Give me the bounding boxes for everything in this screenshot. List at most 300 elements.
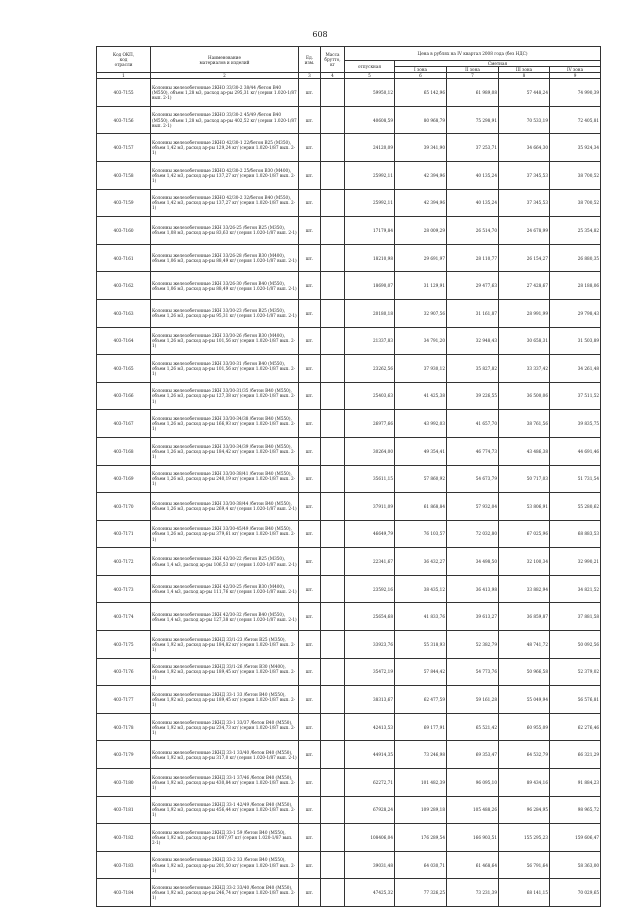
item-unit: шт. <box>299 548 321 576</box>
item-code: 403-7181 <box>97 796 151 824</box>
item-code: 403-7173 <box>97 575 151 603</box>
item-price-zone2: 40 135,24 <box>447 189 499 217</box>
item-price-zone1: 64 030,71 <box>395 851 447 879</box>
item-code: 403-7171 <box>97 520 151 548</box>
table-row <box>97 161 601 189</box>
table-row <box>97 437 601 465</box>
column-number: 5 <box>345 73 395 79</box>
item-unit: шт. <box>299 382 321 410</box>
code-header <box>97 47 151 73</box>
item-price-zone1: 49 354,41 <box>395 437 447 465</box>
table-row <box>97 106 601 134</box>
item-unit: шт. <box>299 493 321 521</box>
item-name: Колонны железобетонные 2КН 33/30-38/44 /бетон B40 (М550), объем 1,26 м3, расход ар-ры 269,4 кг/ (серия 1.020-1/87 вып. 2-1) <box>151 493 299 521</box>
table-row <box>97 741 601 769</box>
item-price-zone4: 62 276,46 <box>550 713 601 741</box>
column-number: 2 <box>151 73 299 79</box>
item-price-zone1: 62 477,59 <box>395 686 447 714</box>
item-price-zone4: 91 884,23 <box>550 769 601 797</box>
item-code: 403-7168 <box>97 437 151 465</box>
account-header: Сметная <box>395 61 601 67</box>
table-row <box>97 631 601 659</box>
item-price-zone1: 28 009,29 <box>395 217 447 245</box>
table-row <box>97 410 601 438</box>
name-header-line1: Наименование <box>208 54 241 60</box>
item-mass <box>321 603 345 631</box>
table-row <box>97 796 601 824</box>
item-code: 403-7182 <box>97 824 151 852</box>
item-price-zone3: 53 806,91 <box>499 493 550 521</box>
item-price-zone2: 54 673,79 <box>447 465 499 493</box>
item-code: 403-7166 <box>97 382 151 410</box>
item-price-zone1: 41 833,76 <box>395 603 447 631</box>
item-price-zone2: 29 477,63 <box>447 272 499 300</box>
item-mass <box>321 437 345 465</box>
item-name: Колонны железобетонные 2КНД 33/1-23 /бетон B25 (М350), объем 1,92 м3, расход ар-ры 184,82 кг/ (серия 1.020-1/87 вып. 2-1) <box>151 631 299 659</box>
item-code: 403-7177 <box>97 686 151 714</box>
item-price-zone1: 39 341,90 <box>395 134 447 162</box>
item-mass <box>321 713 345 741</box>
item-price-zone2: 61 989,08 <box>447 79 499 107</box>
item-price-zone4: 98 965,72 <box>550 796 601 824</box>
item-mass <box>321 465 345 493</box>
item-name: Колонны железобетонные 2КН 33/30-34/38 /бетон B40 (М550), объем 1,26 м3, расход ар-ры 166,93 кг/ (серия 1.020-1/87 вып. 2-1) <box>151 410 299 438</box>
item-price-zone2: 166 903,51 <box>447 824 499 852</box>
item-price-zone3: 37 345,53 <box>499 189 550 217</box>
item-name: Колонны железобетонные 2КН 33/26-25 /бетон B25 (М350), объем 1,08 м3, расход ар-ры 83,63 кг/ (серия 1.020-1/87 вып. 2-1) <box>151 217 299 245</box>
item-code: 403-7165 <box>97 355 151 383</box>
item-code: 403-7162 <box>97 272 151 300</box>
table-row <box>97 299 601 327</box>
item-wholesale-price: 23262,56 <box>345 355 395 383</box>
item-name: Колонны железобетонные 2КН 42/30-25 /бетон B30 (М400), объем 1,4 м3, расход ар-ры 111,76 кг/ (серия 1.020-1/87 вып. 2-1) <box>151 575 299 603</box>
item-wholesale-price: 20180,18 <box>345 299 395 327</box>
table-row <box>97 493 601 521</box>
item-price-zone1: 37 930,12 <box>395 355 447 383</box>
item-price-zone3: 56 791,64 <box>499 851 550 879</box>
item-price-zone2: 69 353,47 <box>447 741 499 769</box>
table-row <box>97 713 601 741</box>
item-mass <box>321 134 345 162</box>
item-mass <box>321 851 345 879</box>
item-unit: шт. <box>299 327 321 355</box>
item-mass <box>321 244 345 272</box>
item-code: 403-7184 <box>97 879 151 907</box>
item-wholesale-price: 33923,76 <box>345 631 395 659</box>
item-price-zone1: 69 177,91 <box>395 713 447 741</box>
item-price-zone4: 26 880,35 <box>550 244 601 272</box>
item-price-zone4: 56 576,81 <box>550 686 601 714</box>
table-row <box>97 189 601 217</box>
item-unit: шт. <box>299 244 321 272</box>
item-price-zone3: 32 100,34 <box>499 548 550 576</box>
item-mass <box>321 272 345 300</box>
table-row <box>97 217 601 245</box>
table-row <box>97 134 601 162</box>
item-mass <box>321 879 345 907</box>
item-price-zone3: 36 859,87 <box>499 603 550 631</box>
code-header-line2: код <box>119 57 128 63</box>
item-mass <box>321 161 345 189</box>
item-price-zone2: 26 514,70 <box>447 217 499 245</box>
item-unit: шт. <box>299 686 321 714</box>
item-unit: шт. <box>299 465 321 493</box>
item-unit: шт. <box>299 355 321 383</box>
item-price-zone1: 29 691,97 <box>395 244 447 272</box>
item-price-zone1: 42 394,96 <box>395 161 447 189</box>
item-unit: шт. <box>299 741 321 769</box>
item-mass <box>321 769 345 797</box>
item-name: Колонны железобетонные 2КНД 33-1 33 /бетон B40 (М550), объем 1,92 м3, расход ар-ры 189,45 кг/ (серия 1.020-1/87 вып. 2-1) <box>151 686 299 714</box>
price-table <box>96 46 601 907</box>
item-price-zone1: 34 791,20 <box>395 327 447 355</box>
column-number: 1 <box>97 73 151 79</box>
item-price-zone4: 29 798,43 <box>550 299 601 327</box>
item-price-zone2: 105 488,26 <box>447 796 499 824</box>
item-name: Колонны железобетонные 2КНД 33-1 42/49 /бетон B40 (М550), объем 1,92 м3, расход ар-ры 456,44 кг/ (серия 1.020-1/87 вып. 2-1) <box>151 796 299 824</box>
item-price-zone4: 55 280,62 <box>550 493 601 521</box>
item-price-zone3: 37 345,53 <box>499 161 550 189</box>
item-price-zone4: 31 503,89 <box>550 327 601 355</box>
table-row <box>97 465 601 493</box>
item-unit: шт. <box>299 520 321 548</box>
item-code: 403-7170 <box>97 493 151 521</box>
item-wholesale-price: 24120,09 <box>345 134 395 162</box>
item-price-zone4: 52 379,02 <box>550 658 601 686</box>
item-price-zone2: 39 226,55 <box>447 382 499 410</box>
item-wholesale-price: 17179,84 <box>345 217 395 245</box>
item-name: Колонны железобетонные 2КН 33/30-45/49 /бетон B40 (М550), объем 1,26 м3, расход ар-ры 379,61 кг/ (серия 1.020-1/87 вып. 2-1) <box>151 520 299 548</box>
item-price-zone1: 36 432,27 <box>395 548 447 576</box>
item-price-zone1: 38 435,12 <box>395 575 447 603</box>
item-price-zone1: 57 860,92 <box>395 465 447 493</box>
item-unit: шт. <box>299 134 321 162</box>
item-price-zone4: 74 990,39 <box>550 79 601 107</box>
item-code: 403-7178 <box>97 713 151 741</box>
item-wholesale-price: 35472,19 <box>345 658 395 686</box>
item-price-zone1: 80 968,79 <box>395 106 447 134</box>
item-name: Колонны железобетонные 2КН 42/30-32 /бетон B40 (М550), объем 1,4 м3, расход ар-ры 127,38 кг/ (серия 1.020-1/87 вып. 2-1) <box>151 603 299 631</box>
item-code: 403-7159 <box>97 189 151 217</box>
item-price-zone3: 50 717,03 <box>499 465 550 493</box>
item-wholesale-price: 40608,59 <box>345 106 395 134</box>
item-price-zone3: 48 741,72 <box>499 631 550 659</box>
item-code: 403-7179 <box>97 741 151 769</box>
item-name: Колонны железобетонные 2КН 33/30-26 /бетон B30 (М400), объем 1,26 м3, расход ар-ры 101,56 кг/ (серия 1.020-1/87 вып. 2-1) <box>151 327 299 355</box>
item-price-zone3: 50 966,58 <box>499 658 550 686</box>
item-wholesale-price: 30264,00 <box>345 437 395 465</box>
item-price-zone3: 70 533,19 <box>499 106 550 134</box>
item-unit: шт. <box>299 824 321 852</box>
item-mass <box>321 355 345 383</box>
column-number: 6 <box>395 73 447 79</box>
column-number: 7 <box>447 73 499 79</box>
item-price-zone2: 41 657,70 <box>447 410 499 438</box>
item-price-zone4: 72 405,81 <box>550 106 601 134</box>
item-code: 403-7180 <box>97 769 151 797</box>
item-wholesale-price: 44914,35 <box>345 741 395 769</box>
table-row <box>97 603 601 631</box>
item-price-zone3: 27 428,67 <box>499 272 550 300</box>
item-price-zone3: 155 295,23 <box>499 824 550 852</box>
item-unit: шт. <box>299 299 321 327</box>
table-row <box>97 272 601 300</box>
item-price-zone4: 37 511,52 <box>550 382 601 410</box>
item-name: Колонны железобетонные 2КНД 33-2 33/40 /бетон B40 (М550), объем 1,92 м3, расход ар-ры 246,74 кг/ (серия 1.020-1/87 вып. 2-1) <box>151 879 299 907</box>
item-unit: шт. <box>299 879 321 907</box>
item-unit: шт. <box>299 106 321 134</box>
item-code: 403-7155 <box>97 79 151 107</box>
item-code: 403-7167 <box>97 410 151 438</box>
item-price-zone2: 75 298,91 <box>447 106 499 134</box>
item-unit: шт. <box>299 658 321 686</box>
zone1-header: I зона <box>395 67 447 73</box>
item-price-zone1: 101 482,39 <box>395 769 447 797</box>
item-unit: шт. <box>299 603 321 631</box>
item-mass <box>321 741 345 769</box>
item-price-zone3: 33 882,94 <box>499 575 550 603</box>
item-code: 403-7158 <box>97 161 151 189</box>
item-price-zone2: 96 095,10 <box>447 769 499 797</box>
item-name: Колонны железобетонные 2КН 33/30-34/39 /бетон B40 (М550), объем 1,26 м3, расход ар-ры 184,42 кг/ (серия 1.020-1/87 вып. 2-1) <box>151 437 299 465</box>
item-wholesale-price: 47425,32 <box>345 879 395 907</box>
item-unit: шт. <box>299 79 321 107</box>
mass-header-line1: Масса <box>325 51 340 57</box>
item-price-zone1: 41 425,38 <box>395 382 447 410</box>
item-wholesale-price: 46649,79 <box>345 520 395 548</box>
item-mass <box>321 796 345 824</box>
table-row <box>97 327 601 355</box>
table-row <box>97 851 601 879</box>
item-name: Колонны железобетонные 2КН 33/26-30 /бетон B40 (М550), объем 1,06 м3, расход ар-ры 88,49 кг/ (серия 1.020-1/87 вып. 2-1) <box>151 272 299 300</box>
item-unit: шт. <box>299 851 321 879</box>
item-mass <box>321 79 345 107</box>
item-price-zone3: 64 532,79 <box>499 741 550 769</box>
table-row <box>97 686 601 714</box>
item-price-zone4: 28 188,06 <box>550 272 601 300</box>
item-name: Колонны железобетонные 2КНД 33-1 33/37 /бетон B40 (М550), объем 1,92 м3, расход ар-ры 234,73 кг/ (серия 1.020-1/87 вып. 2-1) <box>151 713 299 741</box>
item-unit: шт. <box>299 437 321 465</box>
item-wholesale-price: 38313,67 <box>345 686 395 714</box>
item-name: Колонны железобетонные 2КН 42/30-22 /бетон B25 (М350), объем 1,4 м3, расход ар-ры 106,53 кг/ (серия 1.020-1/87 вып. 2-1) <box>151 548 299 576</box>
item-wholesale-price: 35611,15 <box>345 465 395 493</box>
unit-header <box>299 47 321 73</box>
item-code: 403-7174 <box>97 603 151 631</box>
item-price-zone3: 36 500,06 <box>499 382 550 410</box>
price-group-header: Цена в рублях на IV квартал 2008 года (без НДС) <box>345 47 601 61</box>
item-mass <box>321 217 345 245</box>
item-price-zone4: 34 261,48 <box>550 355 601 383</box>
column-number: 3 <box>299 73 321 79</box>
column-number: 8 <box>499 73 550 79</box>
item-wholesale-price: 18690,07 <box>345 272 395 300</box>
item-code: 403-7156 <box>97 106 151 134</box>
item-mass <box>321 299 345 327</box>
item-price-zone3: 57 448,24 <box>499 79 550 107</box>
item-price-zone2: 65 521,42 <box>447 713 499 741</box>
table-row <box>97 355 601 383</box>
item-unit: шт. <box>299 189 321 217</box>
item-price-zone4: 70 029,65 <box>550 879 601 907</box>
item-unit: шт. <box>299 217 321 245</box>
table-row <box>97 79 601 107</box>
item-price-zone1: 42 394,96 <box>395 189 447 217</box>
item-price-zone1: 43 992,03 <box>395 410 447 438</box>
item-price-zone2: 72 032,80 <box>447 520 499 548</box>
item-price-zone4: 35 924,34 <box>550 134 601 162</box>
code-header-line1: Код ОКП, <box>112 51 135 57</box>
item-price-zone3: 34 664,30 <box>499 134 550 162</box>
item-price-zone4: 66 321,29 <box>550 741 601 769</box>
item-code: 403-7161 <box>97 244 151 272</box>
item-price-zone2: 31 161,87 <box>447 299 499 327</box>
item-price-zone4: 32 990,21 <box>550 548 601 576</box>
item-code: 403-7183 <box>97 851 151 879</box>
item-wholesale-price: 25403,63 <box>345 382 395 410</box>
table-row <box>97 520 601 548</box>
zone4-header: IV зона <box>550 67 601 73</box>
item-wholesale-price: 25992,11 <box>345 189 395 217</box>
item-name: Колонны железобетонные 2КНД 33/1-26 /бетон B30 (М400), объем 1,92 м3, расход ар-ры 189,45 кг/ (серия 1.020-1/87 вып. 2-1) <box>151 658 299 686</box>
item-price-zone4: 50 092,56 <box>550 631 601 659</box>
item-mass <box>321 327 345 355</box>
unit-header-line2: изм. <box>304 59 315 65</box>
item-name: Колонны железобетонные 2КНО 42/30-2 32/бетон B40 (М550), объем 1,42 м3, расход ар-ры 137,27 кг/ (серия 1.020-1/87 вып. 2-1) <box>151 189 299 217</box>
table-row <box>97 824 601 852</box>
zone3-header: III зона <box>499 67 550 73</box>
item-wholesale-price: 26977,66 <box>345 410 395 438</box>
item-unit: шт. <box>299 713 321 741</box>
item-price-zone1: 32 907,56 <box>395 299 447 327</box>
table-row <box>97 769 601 797</box>
item-price-zone2: 39 613,27 <box>447 603 499 631</box>
item-price-zone1: 65 142,96 <box>395 79 447 107</box>
item-name: Колонны железобетонные 2КНО 42/30-1 22/бетон B25 (М350), объем 1,42 м3, расход ар-ры 129,24 кг/ (серия 1.020-1/87 вып. 2-1) <box>151 134 299 162</box>
item-mass <box>321 658 345 686</box>
item-price-zone3: 38 761,56 <box>499 410 550 438</box>
table-row <box>97 658 601 686</box>
item-code: 403-7176 <box>97 658 151 686</box>
item-mass <box>321 686 345 714</box>
item-mass <box>321 493 345 521</box>
item-mass <box>321 824 345 852</box>
mass-header-line2: брутто, <box>324 57 341 63</box>
item-wholesale-price: 18210,98 <box>345 244 395 272</box>
item-price-zone2: 46 774,73 <box>447 437 499 465</box>
item-mass <box>321 575 345 603</box>
unit-header-line1: Ед. <box>306 54 313 60</box>
item-wholesale-price: 22341,67 <box>345 548 395 576</box>
item-price-zone3: 96 284,95 <box>499 796 550 824</box>
item-price-zone4: 159 606,47 <box>550 824 601 852</box>
table-header <box>97 47 601 79</box>
item-price-zone4: 37 881,58 <box>550 603 601 631</box>
item-price-zone2: 32 948,43 <box>447 327 499 355</box>
item-price-zone1: 61 868,84 <box>395 493 447 521</box>
item-name: Колонны железобетонные 2КН 33/30-31/35 /бетон B40 (М550), объем 1,26 м3, расход ар-ры 127,38 кг/ (серия 1.020-1/87 вып. 2-1) <box>151 382 299 410</box>
item-name: Колонны железобетонные 2КНД 33-1 37/46 /бетон B40 (М550), объем 1,92 м3, расход ар-ры 430,84 кг/ (серия 1.020-1/87 вып. 2-1) <box>151 769 299 797</box>
mass-header-line3: кг <box>330 62 335 68</box>
item-wholesale-price: 42413,53 <box>345 713 395 741</box>
item-code: 403-7163 <box>97 299 151 327</box>
item-name: Колонны железобетонные 2КНО 33/30-2 38/44 /бетон B40 (М550), объем 1,28 м3, расход ар-ры 295,31 кг/ (серия 1.020-1/87 вып. 2-1) <box>151 79 299 107</box>
column-number: 9 <box>550 73 601 79</box>
item-code: 403-7172 <box>97 548 151 576</box>
item-price-zone3: 67 025,96 <box>499 520 550 548</box>
item-wholesale-price: 25992,11 <box>345 161 395 189</box>
table-row <box>97 879 601 907</box>
item-wholesale-price: 67928,24 <box>345 796 395 824</box>
column-number: 4 <box>321 73 345 79</box>
page-number: 608 <box>312 30 328 39</box>
item-price-zone3: 55 049,94 <box>499 686 550 714</box>
item-price-zone2: 35 827,82 <box>447 355 499 383</box>
item-price-zone3: 24 678,99 <box>499 217 550 245</box>
item-code: 403-7157 <box>97 134 151 162</box>
item-name: Колонны железобетонные 2КНД 33-1 59 /бетон B40 (М550), объем 1,92 м3, расход ар-ры 1007,97 кг/ (серия 1.020-1/87 вып. 2-1) <box>151 824 299 852</box>
item-name: Колонны железобетонные 2КНД 33-1 33/40 /бетон B40 (М550), объем 1,92 м3, расход ар-ры 317,0 кг/ (серия 1.020-1/87 вып. 2-1) <box>151 741 299 769</box>
item-price-zone3: 68 141,15 <box>499 879 550 907</box>
item-price-zone2: 34 498,50 <box>447 548 499 576</box>
table-body <box>97 79 601 907</box>
item-wholesale-price: 25654,68 <box>345 603 395 631</box>
item-mass <box>321 189 345 217</box>
item-price-zone4: 58 363,00 <box>550 851 601 879</box>
item-wholesale-price: 23592,16 <box>345 575 395 603</box>
item-price-zone4: 51 731,54 <box>550 465 601 493</box>
item-price-zone2: 28 110,77 <box>447 244 499 272</box>
item-price-zone3: 43 486,38 <box>499 437 550 465</box>
item-name: Колонны железобетонные 2КН 33/30-38/41 /бетон B40 (М550), объем 1,26 м3, расход ар-ры 240,19 кг/ (серия 1.020-1/87 вып. 2-1) <box>151 465 299 493</box>
item-name: Колонны железобетонные 2КН 33/30-31 /бетон B40 (М550), объем 1,26 м3, расход ар-ры 101,56 кг/ (серия 1.020-1/87 вып. 2-1) <box>151 355 299 383</box>
wholesale-header: отпускная <box>345 61 395 73</box>
item-unit: шт. <box>299 161 321 189</box>
table-row <box>97 382 601 410</box>
item-name: Колонны железобетонные 2КНО 33/30-2 45/49 /бетон B40 (М550), объем 1,28 м3, расход ар-ры 402,52 кг/ (серия 1.020-1/87 вып. 2-1) <box>151 106 299 134</box>
item-code: 403-7164 <box>97 327 151 355</box>
item-mass <box>321 548 345 576</box>
item-wholesale-price: 39031,48 <box>345 851 395 879</box>
item-wholesale-price: 59950,12 <box>345 79 395 107</box>
item-price-zone3: 60 955,09 <box>499 713 550 741</box>
item-price-zone4: 68 883,53 <box>550 520 601 548</box>
item-price-zone2: 57 932,04 <box>447 493 499 521</box>
item-price-zone4: 38 700,52 <box>550 161 601 189</box>
item-price-zone1: 57 844,42 <box>395 658 447 686</box>
item-price-zone3: 28 991,99 <box>499 299 550 327</box>
item-name: Колонны железобетонные 2КНД 33-2 33 /бетон B40 (М550), объем 1,92 м3, расход ар-ры 201,50 кг/ (серия 1.020-1/87 вып. 2-1) <box>151 851 299 879</box>
item-price-zone1: 109 289,18 <box>395 796 447 824</box>
item-mass <box>321 410 345 438</box>
item-price-zone1: 31 129,91 <box>395 272 447 300</box>
item-unit: шт. <box>299 796 321 824</box>
item-price-zone2: 52 382,79 <box>447 631 499 659</box>
item-code: 403-7160 <box>97 217 151 245</box>
item-unit: шт. <box>299 575 321 603</box>
item-mass <box>321 106 345 134</box>
item-name: Колонны железобетонные 2КН 33/26-28 /бетон B30 (М400), объем 1,06 м3, расход ар-ры 88,49 кг/ (серия 1.020-1/87 вып. 2-1) <box>151 244 299 272</box>
item-code: 403-7169 <box>97 465 151 493</box>
name-header-line2: материалов и изделий <box>199 59 250 65</box>
item-price-zone1: 76 103,57 <box>395 520 447 548</box>
item-unit: шт. <box>299 410 321 438</box>
mass-header <box>321 47 345 73</box>
item-wholesale-price: 62272,71 <box>345 769 395 797</box>
item-unit: шт. <box>299 272 321 300</box>
item-wholesale-price: 37911,09 <box>345 493 395 521</box>
item-price-zone2: 61 468,64 <box>447 851 499 879</box>
name-header <box>151 47 299 73</box>
